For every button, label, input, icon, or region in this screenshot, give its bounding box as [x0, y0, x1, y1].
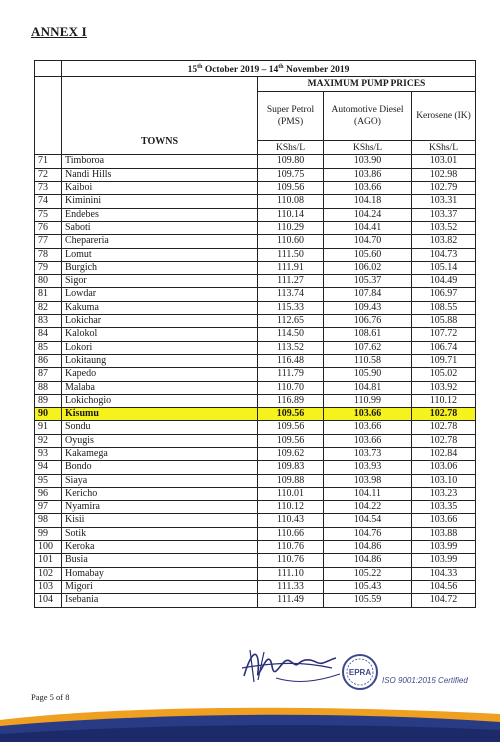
price-ik: 104.33	[412, 567, 476, 580]
price-ik: 105.02	[412, 368, 476, 381]
product-header-ago: Automotive Diesel (AGO)	[324, 92, 412, 141]
price-pms: 114.50	[258, 328, 324, 341]
price-ago: 107.84	[324, 288, 412, 301]
price-ago: 103.66	[324, 434, 412, 447]
table-row	[35, 487, 476, 500]
pump-prices-table	[34, 60, 476, 608]
price-pms: 109.56	[258, 421, 324, 434]
price-pms: 109.83	[258, 461, 324, 474]
row-number: 104	[35, 594, 62, 607]
price-ik: 103.92	[412, 381, 476, 394]
row-number: 74	[35, 195, 62, 208]
town-name: Saboti	[62, 221, 258, 234]
price-ik: 106.74	[412, 341, 476, 354]
price-ago: 107.62	[324, 341, 412, 354]
row-number: 85	[35, 341, 62, 354]
town-name: Chepareria	[62, 235, 258, 248]
row-number: 91	[35, 421, 62, 434]
row-number: 102	[35, 567, 62, 580]
price-pms: 109.56	[258, 408, 324, 421]
price-pms: 111.10	[258, 567, 324, 580]
table-row	[35, 368, 476, 381]
table-row	[35, 301, 476, 314]
price-pms: 110.76	[258, 541, 324, 554]
town-name: Sondu	[62, 421, 258, 434]
table-row	[35, 541, 476, 554]
price-ago: 104.22	[324, 501, 412, 514]
town-name: Kaiboi	[62, 182, 258, 195]
price-ik: 103.82	[412, 235, 476, 248]
price-ago: 104.86	[324, 554, 412, 567]
price-ik: 105.88	[412, 315, 476, 328]
annex-title: ANNEX I	[31, 24, 87, 39]
price-pms: 111.49	[258, 594, 324, 607]
town-name: Lomut	[62, 248, 258, 261]
table-row	[35, 168, 476, 181]
price-pms: 111.91	[258, 261, 324, 274]
price-ik: 102.78	[412, 421, 476, 434]
price-ago: 105.37	[324, 275, 412, 288]
table-row	[35, 474, 476, 487]
price-ago: 110.99	[324, 394, 412, 407]
price-rows	[35, 155, 476, 607]
unit-pms: KShs/L	[258, 141, 324, 155]
price-ik: 105.14	[412, 261, 476, 274]
town-name: Endebes	[62, 208, 258, 221]
town-name: Kalokol	[62, 328, 258, 341]
table-row	[35, 501, 476, 514]
price-ik: 107.72	[412, 328, 476, 341]
row-number: 73	[35, 182, 62, 195]
price-ago: 106.02	[324, 261, 412, 274]
table-row	[35, 208, 476, 221]
price-period: 15th October 2019 – 14th November 2019	[62, 61, 476, 77]
town-name: Sigor	[62, 275, 258, 288]
product-header-ik: Kerosene (IK)	[412, 92, 476, 141]
town-name: Lokichar	[62, 315, 258, 328]
price-ik: 103.31	[412, 195, 476, 208]
price-ik: 104.56	[412, 580, 476, 593]
row-number: 99	[35, 527, 62, 540]
price-ago: 103.66	[324, 408, 412, 421]
row-number: 96	[35, 487, 62, 500]
price-ago: 105.59	[324, 594, 412, 607]
price-pms: 109.75	[258, 168, 324, 181]
price-ago: 103.66	[324, 421, 412, 434]
town-name: Oyugis	[62, 434, 258, 447]
town-name: Kiminini	[62, 195, 258, 208]
price-pms: 111.27	[258, 275, 324, 288]
iso-certification: ISO 9001:2015 Certified	[382, 676, 468, 685]
price-ik: 103.01	[412, 155, 476, 168]
town-name: Kisii	[62, 514, 258, 527]
footer-wave-decoration	[0, 700, 500, 742]
price-ik: 110.12	[412, 394, 476, 407]
row-number: 100	[35, 541, 62, 554]
town-name: Kisumu	[62, 408, 258, 421]
price-ik: 102.84	[412, 447, 476, 460]
price-ago: 104.24	[324, 208, 412, 221]
price-pms: 110.12	[258, 501, 324, 514]
logo-text: EPRA	[348, 668, 372, 677]
row-number: 87	[35, 368, 62, 381]
price-pms: 113.74	[258, 288, 324, 301]
price-pms: 109.56	[258, 434, 324, 447]
row-number: 93	[35, 447, 62, 460]
price-pms: 109.88	[258, 474, 324, 487]
price-ago: 103.93	[324, 461, 412, 474]
table-row	[35, 261, 476, 274]
town-name: Kakuma	[62, 301, 258, 314]
town-name: Keroka	[62, 541, 258, 554]
price-ago: 103.90	[324, 155, 412, 168]
price-ago: 103.73	[324, 447, 412, 460]
table-row	[35, 341, 476, 354]
town-name: Lowdar	[62, 288, 258, 301]
price-pms: 110.14	[258, 208, 324, 221]
unit-ago: KShs/L	[324, 141, 412, 155]
row-number: 75	[35, 208, 62, 221]
town-name: Kapedo	[62, 368, 258, 381]
page-number: Page 5 of 8	[31, 692, 70, 702]
price-ago: 104.81	[324, 381, 412, 394]
town-name: Homabay	[62, 567, 258, 580]
price-pms: 109.80	[258, 155, 324, 168]
table-row-highlighted	[35, 408, 476, 421]
town-name: Timboroa	[62, 155, 258, 168]
price-ik: 103.88	[412, 527, 476, 540]
price-ik: 102.78	[412, 434, 476, 447]
price-pms: 111.79	[258, 368, 324, 381]
row-number: 95	[35, 474, 62, 487]
price-ago: 105.90	[324, 368, 412, 381]
price-ik: 103.52	[412, 221, 476, 234]
price-pms: 111.50	[258, 248, 324, 261]
row-number: 80	[35, 275, 62, 288]
price-ago: 104.18	[324, 195, 412, 208]
row-number: 82	[35, 301, 62, 314]
price-ik: 103.66	[412, 514, 476, 527]
town-name: Lokori	[62, 341, 258, 354]
price-ago: 103.86	[324, 168, 412, 181]
price-pms: 110.43	[258, 514, 324, 527]
table-row	[35, 554, 476, 567]
row-number: 101	[35, 554, 62, 567]
table-row	[35, 288, 476, 301]
row-number: 76	[35, 221, 62, 234]
table-row	[35, 328, 476, 341]
price-ago: 104.41	[324, 221, 412, 234]
price-pms: 113.52	[258, 341, 324, 354]
table-row	[35, 594, 476, 607]
price-pms: 110.76	[258, 554, 324, 567]
table-row	[35, 155, 476, 168]
product-header-pms: Super Petrol (PMS)	[258, 92, 324, 141]
signature	[236, 638, 346, 690]
price-ik: 104.73	[412, 248, 476, 261]
epra-logo	[340, 652, 380, 692]
price-ik: 102.78	[412, 408, 476, 421]
row-number: 97	[35, 501, 62, 514]
row-number: 83	[35, 315, 62, 328]
price-ago: 110.58	[324, 354, 412, 367]
town-name: Siaya	[62, 474, 258, 487]
row-number: 98	[35, 514, 62, 527]
price-ik: 104.72	[412, 594, 476, 607]
price-ago: 104.54	[324, 514, 412, 527]
row-number: 90	[35, 408, 62, 421]
table-row	[35, 447, 476, 460]
max-pump-prices-header: MAXIMUM PUMP PRICES	[258, 77, 476, 92]
table-row	[35, 275, 476, 288]
town-name: Bondo	[62, 461, 258, 474]
pump-prices-table-container	[34, 60, 475, 608]
price-ik: 106.97	[412, 288, 476, 301]
price-ik: 104.49	[412, 275, 476, 288]
row-number: 78	[35, 248, 62, 261]
row-number: 103	[35, 580, 62, 593]
town-name: Burgich	[62, 261, 258, 274]
unit-ik: KShs/L	[412, 141, 476, 155]
price-ik: 103.23	[412, 487, 476, 500]
table-row	[35, 580, 476, 593]
town-name: Migori	[62, 580, 258, 593]
town-name: Kakamega	[62, 447, 258, 460]
price-ik: 103.37	[412, 208, 476, 221]
row-number: 86	[35, 354, 62, 367]
row-number: 77	[35, 235, 62, 248]
price-pms: 110.60	[258, 235, 324, 248]
town-name: Lokitaung	[62, 354, 258, 367]
town-name: Isebania	[62, 594, 258, 607]
row-number: 79	[35, 261, 62, 274]
table-row	[35, 567, 476, 580]
price-pms: 115.33	[258, 301, 324, 314]
price-ago: 105.60	[324, 248, 412, 261]
price-pms: 112.65	[258, 315, 324, 328]
town-name: Sotik	[62, 527, 258, 540]
price-ago: 104.86	[324, 541, 412, 554]
price-ago: 104.11	[324, 487, 412, 500]
table-row	[35, 248, 476, 261]
price-ik: 103.99	[412, 541, 476, 554]
table-row	[35, 195, 476, 208]
row-number: 92	[35, 434, 62, 447]
price-ago: 108.61	[324, 328, 412, 341]
price-ik: 103.99	[412, 554, 476, 567]
town-name: Busia	[62, 554, 258, 567]
price-ago: 109.43	[324, 301, 412, 314]
town-name: Nandi Hills	[62, 168, 258, 181]
price-ago: 103.98	[324, 474, 412, 487]
price-ik: 109.71	[412, 354, 476, 367]
price-pms: 110.66	[258, 527, 324, 540]
table-row	[35, 514, 476, 527]
price-ik: 102.79	[412, 182, 476, 195]
table-row	[35, 434, 476, 447]
row-number: 88	[35, 381, 62, 394]
price-ago: 104.76	[324, 527, 412, 540]
row-number: 81	[35, 288, 62, 301]
price-ik: 108.55	[412, 301, 476, 314]
row-number: 72	[35, 168, 62, 181]
price-ago: 103.66	[324, 182, 412, 195]
price-pms: 109.56	[258, 182, 324, 195]
row-number: 94	[35, 461, 62, 474]
row-number: 84	[35, 328, 62, 341]
price-pms: 109.62	[258, 447, 324, 460]
table-row	[35, 235, 476, 248]
town-name: Kericho	[62, 487, 258, 500]
row-number: 71	[35, 155, 62, 168]
price-ik: 103.10	[412, 474, 476, 487]
price-pms: 110.29	[258, 221, 324, 234]
table-row	[35, 315, 476, 328]
price-pms: 116.89	[258, 394, 324, 407]
price-pms: 110.08	[258, 195, 324, 208]
price-pms: 110.01	[258, 487, 324, 500]
table-row	[35, 182, 476, 195]
table-row	[35, 394, 476, 407]
table-row	[35, 421, 476, 434]
price-pms: 110.70	[258, 381, 324, 394]
price-ago: 105.43	[324, 580, 412, 593]
town-name: Nyamira	[62, 501, 258, 514]
price-pms: 116.48	[258, 354, 324, 367]
table-row	[35, 461, 476, 474]
price-ago: 105.22	[324, 567, 412, 580]
table-row	[35, 221, 476, 234]
town-name: Malaba	[62, 381, 258, 394]
price-ik: 102.98	[412, 168, 476, 181]
towns-header: TOWNS	[62, 77, 258, 155]
table-row	[35, 527, 476, 540]
town-name: Lokichogio	[62, 394, 258, 407]
price-ik: 103.06	[412, 461, 476, 474]
price-ago: 104.70	[324, 235, 412, 248]
price-ago: 106.76	[324, 315, 412, 328]
table-row	[35, 354, 476, 367]
price-ik: 103.35	[412, 501, 476, 514]
table-row	[35, 381, 476, 394]
row-number: 89	[35, 394, 62, 407]
price-pms: 111.33	[258, 580, 324, 593]
